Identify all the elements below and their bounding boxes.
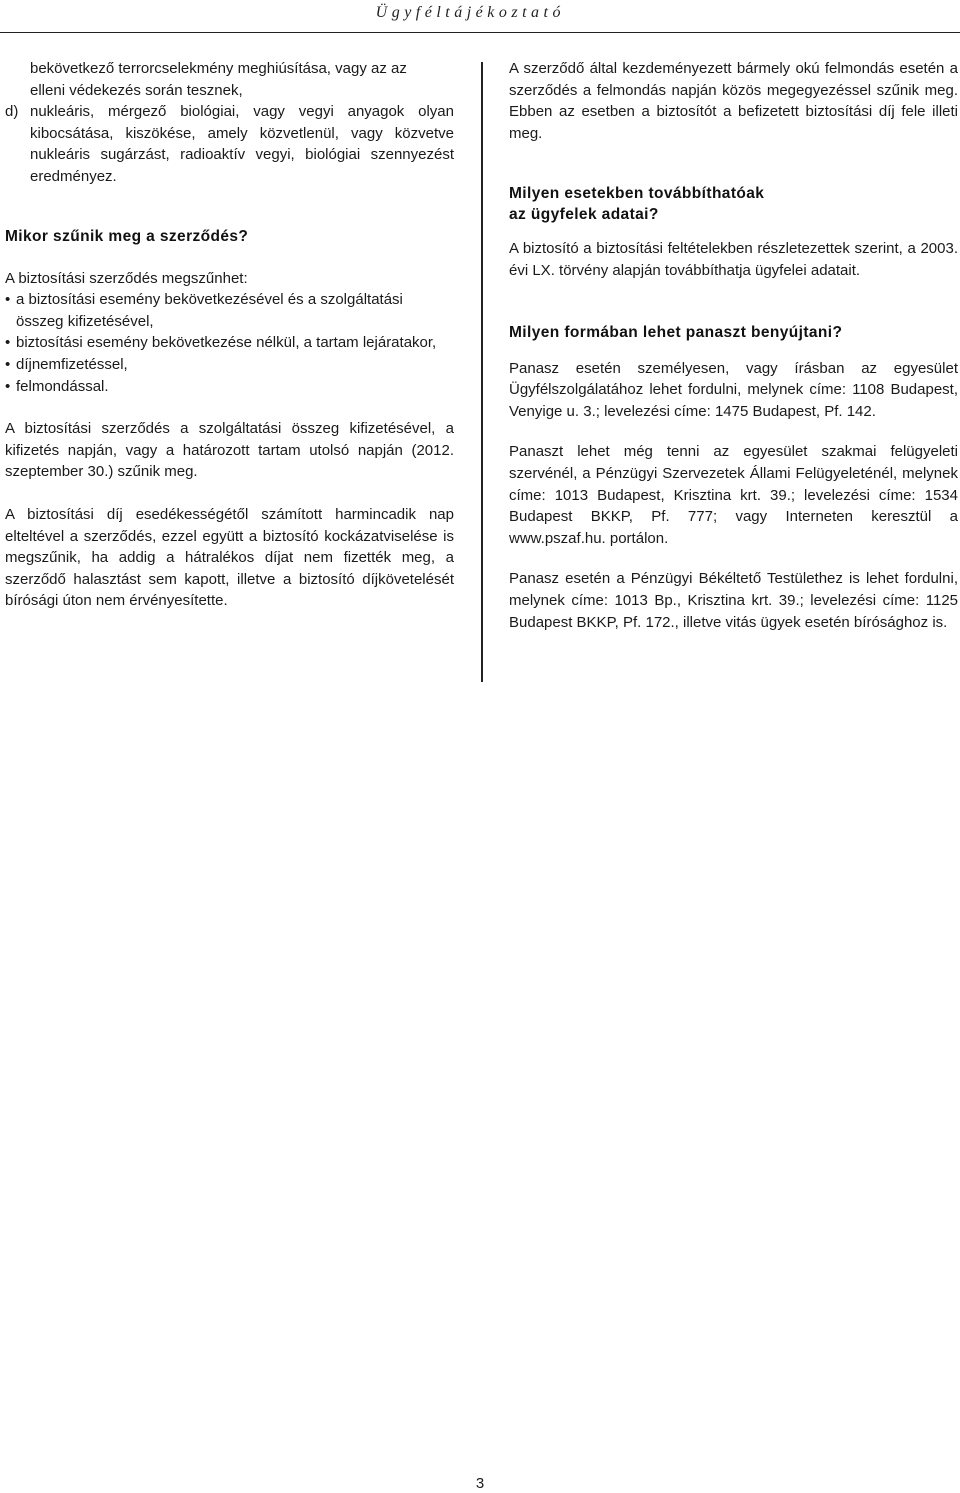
bullet-icon: • [5, 334, 11, 352]
left-column [5, 58, 454, 612]
intro-line-1: bekövetkező terrorcselekmény meghiúsítása, vagy az az [30, 60, 407, 77]
section-heading-termination: Mikor szűnik meg a szerződés? [5, 227, 249, 245]
bullet-icon: • [5, 377, 11, 395]
paragraph-data-transfer: A biztosító a biztosítási feltételekben részletezettek szerint, a 2003. évi LX. törvény alapján továbbíthatja ügyfelei adatait. [509, 240, 958, 279]
list-item-d-text: nukleáris, mérgező biológiai, vagy vegyi anyagok olyan kibocsátása, kiszökése, amely közvetlenül, vagy közvetve nukleáris sugárzást, radioaktív vegyi, biológiai szennyezést eredményez. [30, 103, 454, 185]
list-item [5, 376, 454, 398]
list-item-d-marker: d) [5, 103, 19, 121]
paragraph-payout: A biztosítási szerződés a szolgáltatási összeg kifizetésével, a kifizetés napján, vagy a határozott tartam utolsó napján (2012. szeptember 30.) szűnik meg. [5, 420, 454, 481]
termination-bullet-list [5, 289, 454, 397]
section-heading-complaints: Milyen formában lehet panaszt benyújtani? [509, 323, 843, 341]
right-column [509, 58, 958, 633]
paragraph-premium-default: A biztosítási díj esedékességétől számított harmincadik nap elteltével a szerződés, ezzel együtt a biztosító kockázatviselése is megszűnik, ha addig a hátralékos díjat nem fizették meg, a szerződő halasztást sem kapott, illetve a biztosító díjkövetelését bírósági úton nem érvényesítette. [5, 505, 454, 610]
section-heading-data-transfer-line-2: az ügyfelek adatai? [509, 206, 659, 224]
bullet-text: felmondással. [16, 377, 109, 395]
intro-line-2: elleni védekezés során tesznek, [30, 81, 243, 99]
list-item [5, 354, 454, 376]
bullet-icon: • [5, 355, 11, 373]
page-number: 3 [475, 1475, 485, 1492]
list-item [5, 289, 454, 332]
header-rule [0, 32, 960, 33]
column-divider [481, 62, 483, 682]
running-header-title: Ügyféltájékoztató [375, 4, 565, 21]
paragraph-complaint-customer-service: Panasz esetén személyesen, vagy írásban az egyesület Ügyfélszolgálatához lehet fordulni, melynek címe: 1108 Budapest, Venyige u. 3.; levelezési címe: 1475 Budapest, Pf. 142. [509, 359, 958, 420]
paragraph-complaint-arbitration: Panasz esetén a Pénzügyi Békéltető Testülethez is lehet fordulni, melynek címe: 1013 Bp., Krisztina krt. 39.; levelezési címe: 1125 Budapest BKKP, Pf. 172., illetve vitás ügyek esetén bírósághoz is. [509, 570, 958, 631]
bullet-text: díjnemfizetéssel, [16, 355, 128, 373]
bullet-text: biztosítási esemény bekövetkezése nélkül, a tartam lejáratakor, [16, 334, 437, 352]
section-heading-data-transfer-line-1: Milyen esetekben továbbíthatóak [509, 185, 765, 203]
list-item [5, 332, 454, 354]
bullet-text: a biztosítási esemény bekövetkezésével és a szolgáltatási összeg kifizetésével, [16, 291, 403, 330]
bullets-intro: A biztosítási szerződés megszűnhet: [5, 269, 248, 287]
list-item-d [5, 101, 454, 187]
paragraph-complaint-supervisory: Panaszt lehet még tenni az egyesület szakmai felügyeleti szervénél, a Pénzügyi Szervezetek Állami Felügyeleténél, melynek címe: 1013 Budapest, Krisztina krt. 39.; levelezési címe: 1534 Budapest BKKP, Pf. 777; vagy Interneten keresztül a www.pszaf.hu. portálon. [509, 443, 958, 547]
paragraph-termination-notice: A szerződő által kezdeményezett bármely okú felmondás esetén a szerződés a felmondás napján közös megegyezéssel szűnik meg. Ebben az esetben a biztosítót a befizetett biztosítási díj fele illeti meg. [509, 60, 958, 142]
bullet-icon: • [5, 291, 11, 309]
